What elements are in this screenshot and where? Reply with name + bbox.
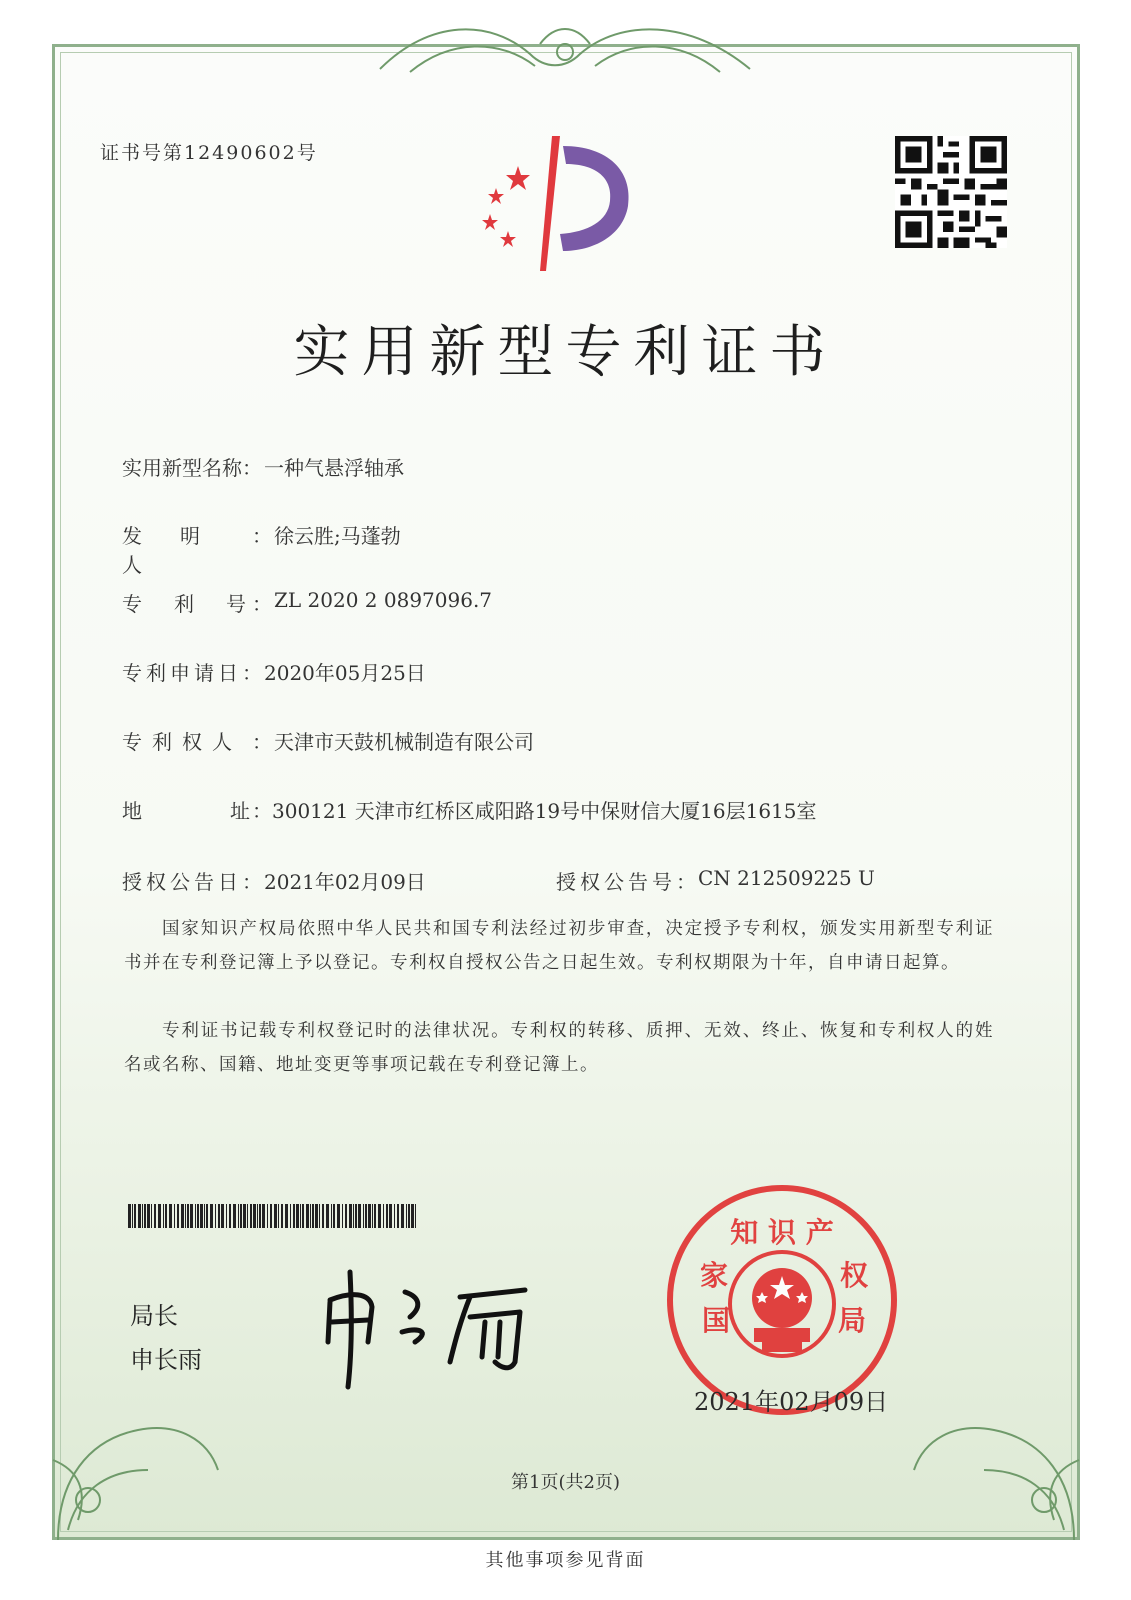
field-inventor-value: 徐云胜;马蓬勃	[274, 524, 401, 548]
field-address-label: 地址	[122, 799, 250, 823]
field-grant-no-value: CN 212509225 U	[698, 866, 875, 890]
svg-text:国: 国	[702, 1304, 731, 1337]
page-indicator: 第1页(共2页)	[511, 1472, 620, 1493]
field-grant-no-label: 授权公告号	[556, 870, 676, 894]
signatory-title: 局长	[130, 1302, 178, 1330]
field-grant-no: 授权公告号 ： CN 212509225 U	[556, 866, 875, 894]
field-filing-date-label: 专利申请日	[122, 661, 242, 685]
certificate-number: 证书号第12490602号	[100, 142, 318, 164]
field-name: 实用新型名称 ： 一种气悬浮轴承	[122, 452, 404, 481]
bottom-right-ornament	[904, 1380, 1084, 1550]
svg-text:知 识 产: 知 识 产	[730, 1216, 834, 1249]
patent-emblem-icon	[468, 126, 648, 276]
certificate-title: 实用新型专利证书	[293, 320, 838, 385]
field-patent-no: 专利号 ： ZL 2020 2 0897096.7	[122, 588, 493, 616]
signature	[310, 1262, 570, 1392]
field-inventor: 发明人 ： 徐云胜;马蓬勃	[122, 520, 401, 578]
svg-text:家: 家	[700, 1259, 729, 1292]
field-patentee-value: 天津市天鼓机械制造有限公司	[274, 730, 534, 754]
field-filing-date-value: 2020年05月25日	[264, 661, 426, 685]
field-grant-date: 授权公告日 ： 2021年02月09日	[122, 866, 426, 895]
top-ornament	[370, 14, 760, 84]
svg-text:局: 局	[838, 1304, 867, 1337]
notice-paragraph-1: 国家知识产权局依照中华人民共和国专利法经过初步审查，决定授予专利权，颁发实用新型专利证书并在专利登记簿上予以登记。专利权自授权公告之日起生效。专利权期限为十年，自申请日起算。	[124, 919, 994, 973]
qr-code[interactable]	[895, 136, 1007, 248]
field-patent-no-label: 专利号	[122, 592, 246, 616]
field-address-value: 300121 天津市红桥区咸阳路19号中保财信大厦16层1615室	[272, 799, 817, 823]
field-grant-date-value: 2021年02月09日	[264, 870, 426, 894]
footer-note: 其他事项参见背面	[485, 1550, 646, 1571]
barcode	[128, 1204, 420, 1228]
seal-date: 2021年02月09日	[694, 1388, 889, 1416]
field-name-label: 实用新型名称	[122, 456, 242, 480]
field-patent-no-value: ZL 2020 2 0897096.7	[274, 588, 493, 612]
svg-text:权: 权	[840, 1259, 869, 1292]
field-grant-date-label: 授权公告日	[122, 870, 242, 894]
field-inventor-label: 发明人	[122, 524, 238, 577]
field-name-value: 一种气悬浮轴承	[264, 456, 404, 480]
field-address: 地址 ： 300121 天津市红桥区咸阳路19号中保财信大厦16层1615室	[122, 795, 862, 827]
field-patentee: 专利权人 ： 天津市天鼓机械制造有限公司	[122, 726, 534, 755]
signatory-name: 申长雨	[130, 1346, 202, 1374]
notice-paragraph-2: 专利证书记载专利权登记时的法律状况。专利权的转移、质押、无效、终止、恢复和专利权人的姓名或名称、国籍、地址变更等事项记载在专利登记簿上。	[124, 1021, 994, 1075]
field-filing-date: 专利申请日 ： 2020年05月25日	[122, 657, 426, 686]
bottom-left-ornament	[48, 1380, 228, 1550]
field-patentee-label: 专利权人	[122, 730, 232, 754]
